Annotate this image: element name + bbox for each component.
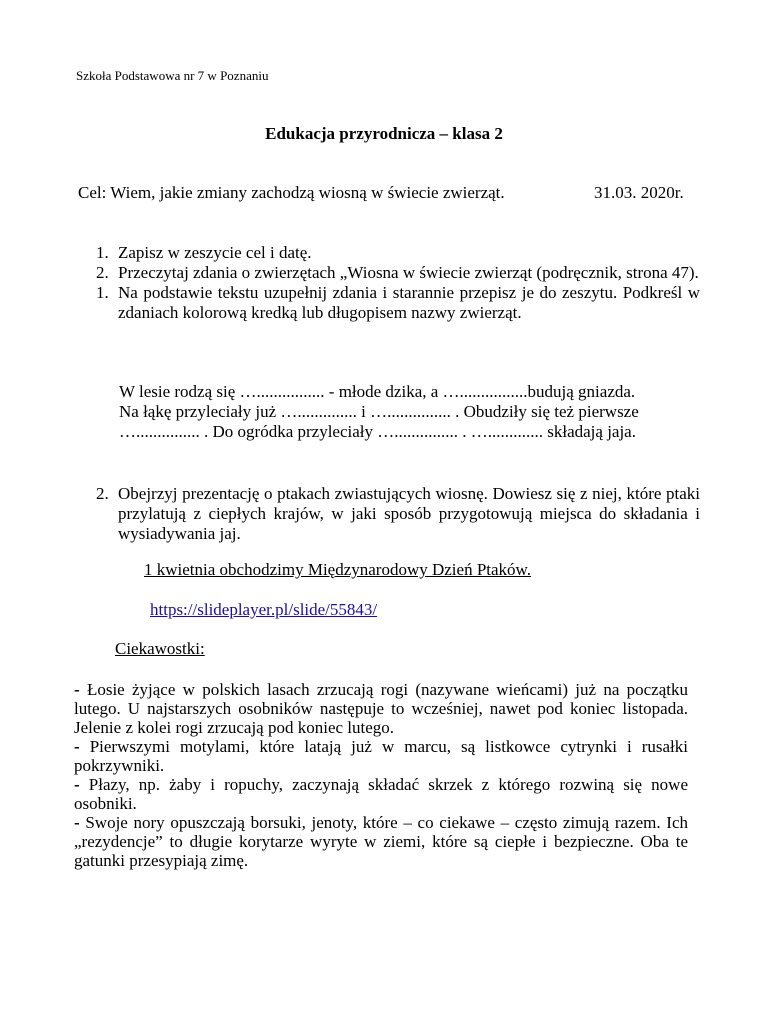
list-number: 2.	[96, 263, 109, 282]
curiosity-text: Pierwszymi motylami, które latają już w marcu, są listkowce cytrynki i rusałki pokrzywniki.	[74, 737, 688, 775]
task-text: Obejrzyj prezentację o ptakach zwiastujących wiosnę. Dowiesz się z niej, które ptaki przylatują z ciepłych krajów, w jaki sposób przygotowują miejsca do składania i wysiadywania jaj.	[118, 484, 700, 543]
curiosity-text: Swoje nory opuszczają borsuki, jenoty, które – co ciekawe – często zimują razem. Ich „rezydencje” to długie korytarze wyryte w ziemi, które są ciepłe i bezpieczne. Oba te gatunki przesypiają zimę.	[74, 813, 689, 870]
list-item	[96, 283, 700, 323]
list-number: 1.	[96, 243, 109, 262]
bird-day-note: 1 kwietnia obchodzimy Międzynarodowy Dzień Ptaków.	[144, 560, 531, 579]
bullet-dash: -	[74, 813, 80, 832]
curiosity-text: Płazy, np. żaby i ropuchy, zaczynają składać skrzek z którego rozwiną się nowe osobniki.	[74, 775, 688, 813]
lesson-date: 31.03. 2020r.	[594, 183, 684, 202]
list-item	[96, 484, 700, 544]
curiosities-list	[74, 680, 688, 870]
list-number: 2.	[96, 484, 109, 503]
list-number: 1.	[96, 283, 109, 302]
fill-in-sentences	[119, 382, 697, 442]
bullet-dash: -	[74, 680, 80, 699]
curiosities-heading: Ciekawostki:	[115, 639, 205, 658]
curiosity-text: Łosie żyjące w polskich lasach zrzucają rogi (nazywane wieńcami) już na początku lutego. U najstarszych osobników następuje to wcześniej, nawet pod koniec listopada. Jelenie z kolei rogi zrzucają pod koniec lutego.	[74, 680, 688, 737]
task-list	[96, 243, 700, 323]
task-text: Na podstawie tekstu uzupełnij zdania i starannie przepisz je do zeszytu. Podkreśl w zdaniach kolorową kredką lub długopisem nazwy zwierząt.	[118, 283, 700, 322]
page-title: Edukacja przyrodnicza – klasa 2	[265, 124, 503, 143]
bullet-dash: -	[74, 775, 80, 794]
fill-line: …............... . Do ogródka przyleciały …............... . …............. składają jaja.	[119, 422, 636, 441]
curiosity-item	[74, 737, 688, 775]
presentation-link[interactable]: https://slideplayer.pl/slide/55843/	[150, 600, 378, 619]
task-text: Przeczytaj zdania o zwierzętach „Wiosna w świecie zwierząt (podręcznik, strona 47).	[118, 263, 699, 282]
fill-line: Na łąkę przyleciały już ….............. i …............... . Obudziły się też pierwsze	[119, 402, 639, 421]
list-item	[96, 243, 700, 263]
fill-line: W lesie rodzą się …................ - młode dzika, a …................budują gniazda.	[119, 382, 636, 401]
task-list	[96, 484, 700, 544]
task-text: Zapisz w zeszycie cel i datę.	[118, 243, 312, 262]
curiosity-item	[74, 680, 688, 737]
curiosity-item	[74, 813, 688, 870]
list-item	[96, 263, 700, 283]
lesson-goal: Cel: Wiem, jakie zmiany zachodzą wiosną w świecie zwierząt.	[78, 183, 505, 202]
school-name: Szkoła Podstawowa nr 7 w Poznaniu	[76, 68, 269, 83]
curiosity-item	[74, 775, 688, 813]
bullet-dash: -	[74, 737, 80, 756]
